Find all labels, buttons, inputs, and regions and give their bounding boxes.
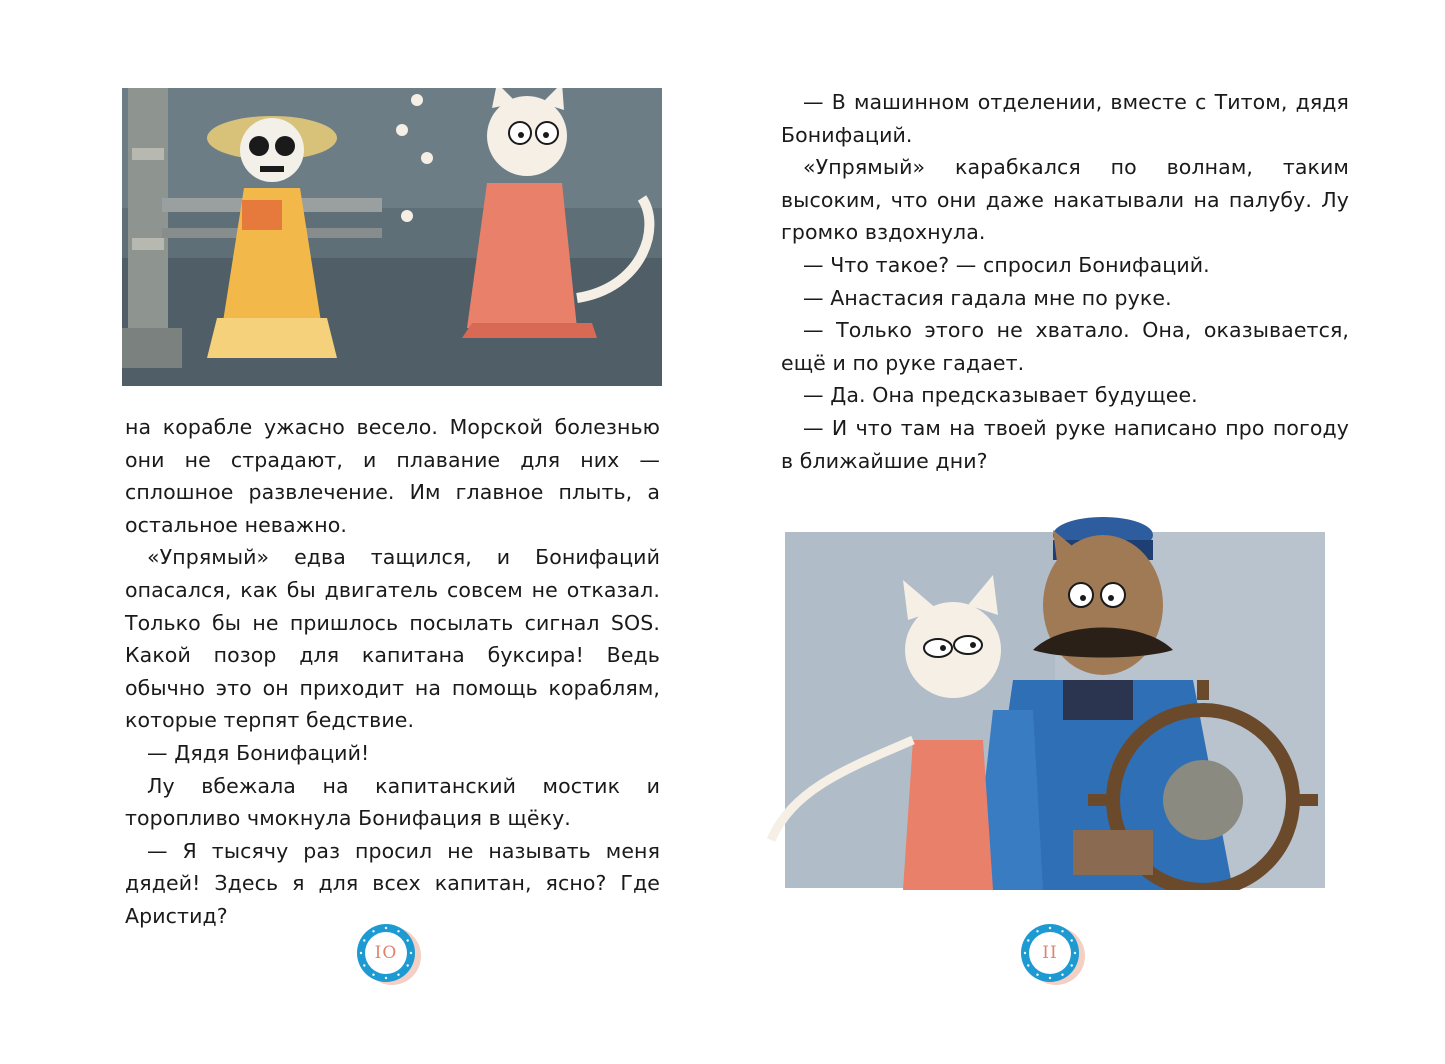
paragraph: — Я тысячу раз просил не называть меня дядей! Здесь я для всех капитан, ясно? Где Аристид? (125, 838, 660, 928)
paragraph: — И что там на твоей руке написано про погоду в ближайшие дни? (781, 415, 1349, 473)
paragraph: — Анастасия гадала мне по руке. (803, 285, 1172, 310)
page-number: II (1029, 932, 1071, 974)
paragraph: — Только этого не хватало. Она, оказывается, ещё и по руке гадает. (781, 318, 1349, 375)
captain-and-cat-illustration (763, 510, 1331, 890)
paragraph: — Что такое? — спросил Бонифаций. (803, 252, 1210, 277)
paragraph: Лу вбежала на капитанский мостик и торопливо чмокнула Бонифация в щёку. (125, 773, 660, 831)
paragraph: «Упрямый» едва тащился, и Бонифаций опасался, как бы двигатель совсем не отказал. Только бы не пришлось посылать сигнал SOS. Какой позор для капитана буксира! Ведь обычно это он приходит на помощь кораблям, которые терпят бедствие. (125, 545, 660, 733)
right-page-text (781, 86, 1349, 477)
paragraph: «Упрямый» карабкался по волнам, таким высоким, что они даже накатывали на палубу. Лу громко вздохнула. (781, 155, 1349, 245)
paragraph: на корабле ужасно весело. Морской болезнью они не страдают, и плавание для них — сплошное развлечение. Им главное плыть, а остальное неважно. (125, 415, 660, 537)
left-page (0, 0, 722, 1064)
paragraph: — В машинном отделении, вместе с Титом, дядя Бонифаций. (781, 90, 1349, 147)
skeleton-and-cat-illustration (122, 88, 662, 386)
paragraph: — Дядя Бонифаций! (147, 740, 370, 765)
paragraph: — Да. Она предсказывает будущее. (803, 383, 1198, 408)
left-page-text (125, 411, 660, 933)
page-number-badge (1021, 924, 1079, 982)
page-number-badge (357, 924, 415, 982)
page-number: IO (365, 932, 407, 974)
